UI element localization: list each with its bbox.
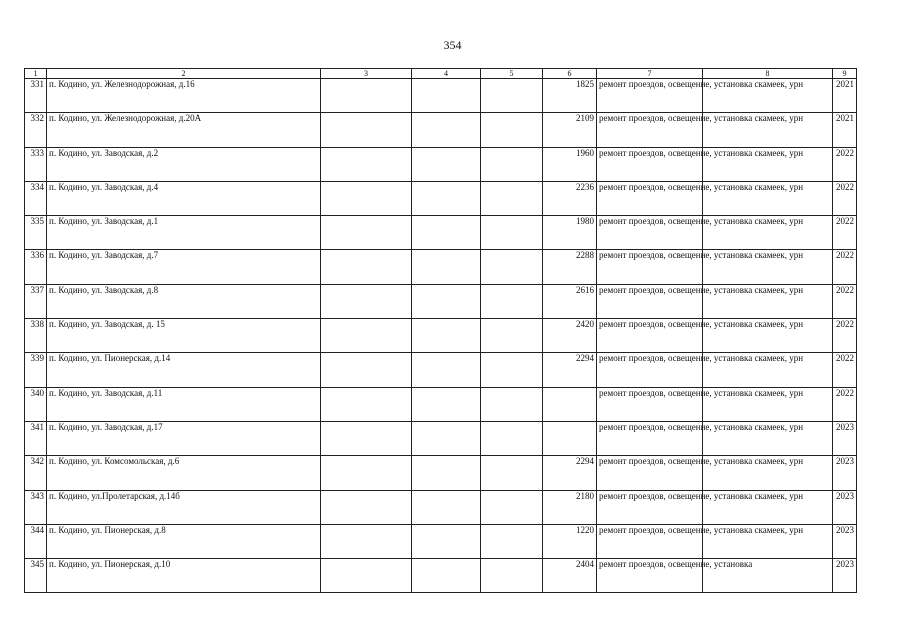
work-description-cell: ремонт проездов, освещение, установка скамеек, урн bbox=[597, 353, 703, 387]
work-description-cell: ремонт проездов, освещение, установка скамеек, урн bbox=[597, 387, 703, 421]
column-5-cell bbox=[481, 456, 543, 490]
column-5-cell bbox=[481, 147, 543, 181]
year-cell: 2022 bbox=[833, 181, 857, 215]
column-3-cell bbox=[321, 284, 412, 318]
column-header: 6 bbox=[543, 69, 597, 79]
year-cell: 2023 bbox=[833, 490, 857, 524]
year-cell: 2022 bbox=[833, 319, 857, 353]
area-cell: 2236 bbox=[543, 181, 597, 215]
work-description-cell: ремонт проездов, освещение, установка скамеек, урн bbox=[597, 490, 703, 524]
column-4-cell bbox=[412, 216, 481, 250]
column-3-cell bbox=[321, 387, 412, 421]
column-4-cell bbox=[412, 387, 481, 421]
address-cell: п. Кодино, ул. Заводская, д.17 bbox=[47, 421, 321, 455]
column-3-cell bbox=[321, 490, 412, 524]
column-3-cell bbox=[321, 456, 412, 490]
area-cell: 1220 bbox=[543, 524, 597, 558]
area-cell bbox=[543, 421, 597, 455]
column-3-cell bbox=[321, 421, 412, 455]
column-5-cell bbox=[481, 421, 543, 455]
column-4-cell bbox=[412, 79, 481, 113]
table-row bbox=[25, 181, 857, 215]
year-cell: 2022 bbox=[833, 216, 857, 250]
column-5-cell bbox=[481, 319, 543, 353]
column-3-cell bbox=[321, 559, 412, 593]
area-cell: 1960 bbox=[543, 147, 597, 181]
address-cell: п. Кодино, ул. Заводская, д. 15 bbox=[47, 319, 321, 353]
column-header: 8 bbox=[703, 69, 833, 79]
table-row bbox=[25, 387, 857, 421]
table-body bbox=[25, 79, 857, 593]
row-number: 337 bbox=[25, 284, 47, 318]
address-cell: п. Кодино, ул.Пролетарская, д.14б bbox=[47, 490, 321, 524]
column-header: 7 bbox=[597, 69, 703, 79]
work-description-cell: ремонт проездов, освещение, установка скамеек, урн bbox=[597, 216, 703, 250]
row-number: 336 bbox=[25, 250, 47, 284]
year-cell: 2021 bbox=[833, 113, 857, 147]
table-row bbox=[25, 490, 857, 524]
column-header: 4 bbox=[412, 69, 481, 79]
column-4-cell bbox=[412, 421, 481, 455]
area-cell: 2109 bbox=[543, 113, 597, 147]
table-row bbox=[25, 216, 857, 250]
column-4-cell bbox=[412, 284, 481, 318]
address-cell: п. Кодино, ул. Заводская, д.1 bbox=[47, 216, 321, 250]
column-3-cell bbox=[321, 250, 412, 284]
column-5-cell bbox=[481, 113, 543, 147]
year-cell: 2023 bbox=[833, 524, 857, 558]
address-cell: п. Кодино, ул. Заводская, д.8 bbox=[47, 284, 321, 318]
row-number: 333 bbox=[25, 147, 47, 181]
column-header: 9 bbox=[833, 69, 857, 79]
column-5-cell bbox=[481, 353, 543, 387]
area-cell: 1980 bbox=[543, 216, 597, 250]
row-number: 331 bbox=[25, 79, 47, 113]
year-cell: 2022 bbox=[833, 353, 857, 387]
work-description-cell: ремонт проездов, освещение, установка скамеек, урн bbox=[597, 181, 703, 215]
work-description-cell: ремонт проездов, освещение, установка скамеек, урн bbox=[597, 79, 703, 113]
column-3-cell bbox=[321, 319, 412, 353]
area-cell: 2288 bbox=[543, 250, 597, 284]
address-cell: п. Кодино, ул. Комсомольская, д.6 bbox=[47, 456, 321, 490]
column-3-cell bbox=[321, 353, 412, 387]
column-5-cell bbox=[481, 181, 543, 215]
column-3-cell bbox=[321, 79, 412, 113]
address-cell: п. Кодино, ул. Пионерская, д.8 bbox=[47, 524, 321, 558]
column-4-cell bbox=[412, 181, 481, 215]
year-cell: 2022 bbox=[833, 387, 857, 421]
table-header bbox=[25, 69, 857, 79]
improvement-table bbox=[24, 68, 857, 593]
year-cell: 2023 bbox=[833, 559, 857, 593]
table-row bbox=[25, 353, 857, 387]
year-cell: 2022 bbox=[833, 147, 857, 181]
work-description-cell: ремонт проездов, освещение, установка скамеек, урн bbox=[597, 113, 703, 147]
table-row bbox=[25, 147, 857, 181]
column-5-cell bbox=[481, 216, 543, 250]
table-row bbox=[25, 524, 857, 558]
column-5-cell bbox=[481, 490, 543, 524]
row-number: 342 bbox=[25, 456, 47, 490]
address-cell: п. Кодино, ул. Пионерская, д.14 bbox=[47, 353, 321, 387]
row-number: 339 bbox=[25, 353, 47, 387]
row-number: 340 bbox=[25, 387, 47, 421]
year-cell: 2022 bbox=[833, 284, 857, 318]
column-5-cell bbox=[481, 559, 543, 593]
year-cell: 2023 bbox=[833, 421, 857, 455]
column-3-cell bbox=[321, 113, 412, 147]
column-5-cell bbox=[481, 387, 543, 421]
area-cell: 2294 bbox=[543, 456, 597, 490]
table-row bbox=[25, 250, 857, 284]
table-row bbox=[25, 421, 857, 455]
column-4-cell bbox=[412, 559, 481, 593]
table-row bbox=[25, 456, 857, 490]
column-4-cell bbox=[412, 353, 481, 387]
work-description-cell: ремонт проездов, освещение, установка скамеек, урн bbox=[597, 147, 703, 181]
header-row bbox=[25, 69, 857, 79]
column-4-cell bbox=[412, 456, 481, 490]
area-cell: 2180 bbox=[543, 490, 597, 524]
column-4-cell bbox=[412, 113, 481, 147]
column-5-cell bbox=[481, 284, 543, 318]
area-cell: 1825 bbox=[543, 79, 597, 113]
row-number: 341 bbox=[25, 421, 47, 455]
column-3-cell bbox=[321, 147, 412, 181]
column-3-cell bbox=[321, 216, 412, 250]
address-cell: п. Кодино, ул. Заводская, д.4 bbox=[47, 181, 321, 215]
row-number: 338 bbox=[25, 319, 47, 353]
column-header: 3 bbox=[321, 69, 412, 79]
row-number: 334 bbox=[25, 181, 47, 215]
work-description-cell: ремонт проездов, освещение, установка скамеек, урн bbox=[597, 456, 703, 490]
row-number: 343 bbox=[25, 490, 47, 524]
row-number: 332 bbox=[25, 113, 47, 147]
row-number: 344 bbox=[25, 524, 47, 558]
column-4-cell bbox=[412, 524, 481, 558]
address-cell: п. Кодино, ул. Заводская, д.7 bbox=[47, 250, 321, 284]
column-5-cell bbox=[481, 79, 543, 113]
area-cell bbox=[543, 387, 597, 421]
area-cell: 2616 bbox=[543, 284, 597, 318]
area-cell: 2404 bbox=[543, 559, 597, 593]
column-3-cell bbox=[321, 524, 412, 558]
address-cell: п. Кодино, ул. Железнодорожная, д.20А bbox=[47, 113, 321, 147]
column-5-cell bbox=[481, 250, 543, 284]
address-cell: п. Кодино, ул. Заводская, д.11 bbox=[47, 387, 321, 421]
row-number: 335 bbox=[25, 216, 47, 250]
column-3-cell bbox=[321, 181, 412, 215]
row-number: 345 bbox=[25, 559, 47, 593]
column-header: 5 bbox=[481, 69, 543, 79]
table-row bbox=[25, 79, 857, 113]
column-5-cell bbox=[481, 524, 543, 558]
column-4-cell bbox=[412, 490, 481, 524]
table-row bbox=[25, 559, 857, 593]
column-4-cell bbox=[412, 147, 481, 181]
table-row bbox=[25, 113, 857, 147]
work-description-cell: ремонт проездов, освещение, установка скамеек, урн bbox=[597, 421, 703, 455]
address-cell: п. Кодино, ул. Пионерская, д.10 bbox=[47, 559, 321, 593]
column-header: 1 bbox=[25, 69, 47, 79]
work-description-cell: ремонт проездов, освещение, установка скамеек, урн bbox=[597, 250, 703, 284]
area-cell: 2420 bbox=[543, 319, 597, 353]
year-cell: 2022 bbox=[833, 250, 857, 284]
address-cell: п. Кодино, ул. Железнодорожная, д.16 bbox=[47, 79, 321, 113]
column-header: 2 bbox=[47, 69, 321, 79]
table-row bbox=[25, 319, 857, 353]
column-4-cell bbox=[412, 250, 481, 284]
work-description-cell: ремонт проездов, освещение, установка bbox=[597, 559, 703, 593]
work-description-cell: ремонт проездов, освещение, установка скамеек, урн bbox=[597, 319, 703, 353]
area-cell: 2294 bbox=[543, 353, 597, 387]
page-number: 354 bbox=[443, 38, 462, 52]
year-cell: 2023 bbox=[833, 456, 857, 490]
table-row bbox=[25, 284, 857, 318]
work-description-cell: ремонт проездов, освещение, установка скамеек, урн bbox=[597, 524, 703, 558]
year-cell: 2021 bbox=[833, 79, 857, 113]
address-cell: п. Кодино, ул. Заводская, д.2 bbox=[47, 147, 321, 181]
work-description-cell: ремонт проездов, освещение, установка скамеек, урн bbox=[597, 284, 703, 318]
column-4-cell bbox=[412, 319, 481, 353]
